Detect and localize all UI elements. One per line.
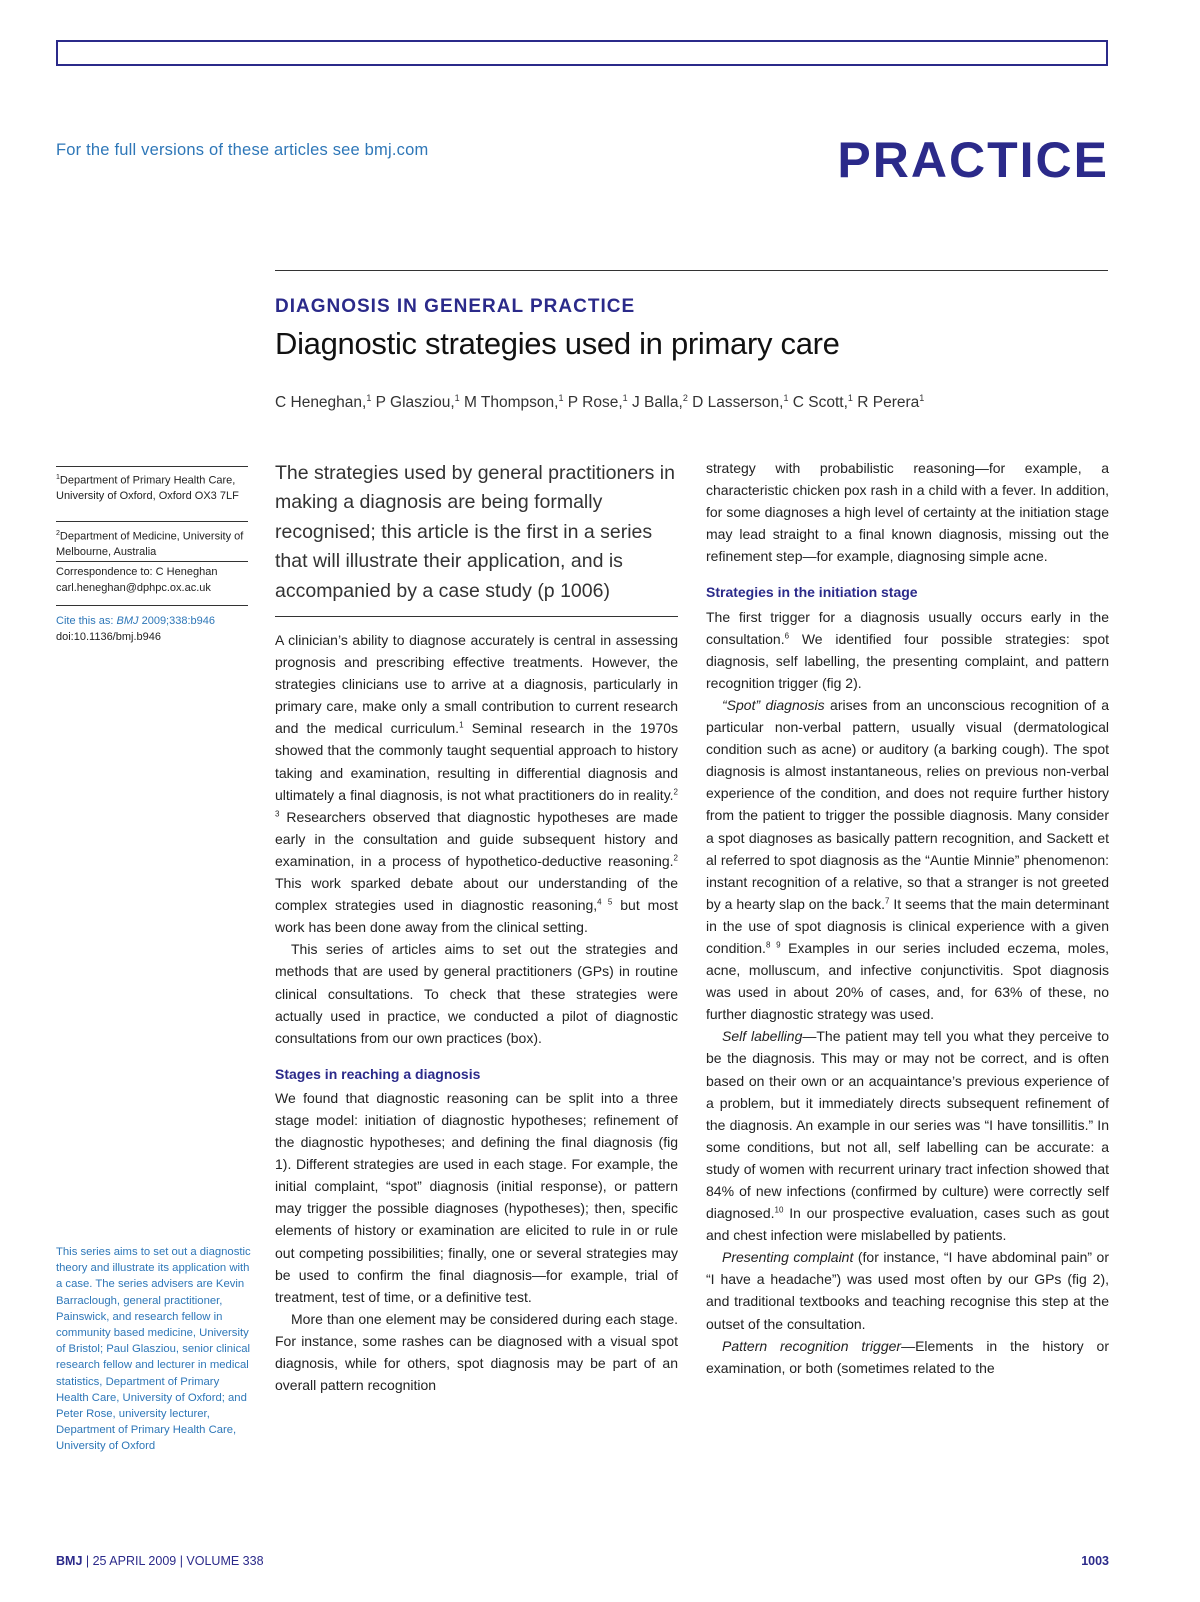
text-run: Examples in our series included eczema, moles, acne, molluscum, and infective conjunctivitis. Spot diagnosis was used in about 20% of cases, and, for 63% of these, no further diagnostic strategy was used. xyxy=(706,939,1110,1023)
affiliation-mark: 1 xyxy=(919,393,925,403)
run-in-heading: “Spot” diagnosis xyxy=(722,696,825,713)
author: P Rose, xyxy=(563,394,623,412)
paragraph: We found that diagnostic reasoning can be split into a three stage model: initiation of diagnostic hypotheses; refinement of the diagnostic hypotheses; and defining the final diagnosis (fig 1). Different strategies are used in each stage. For example, the initial complaint, “spot” diagnosis (initial response), or pattern may trigger the possible diagnoses (hypotheses); then, specific elements of history or examination are elicited to rule in or rule out competing possibilities; finally, one or several strategies may be used to confirm the final diagnosis—for example, trial of treatment, test of time, or a definitive test. xyxy=(275,1089,678,1305)
affiliation-mark: 1 xyxy=(454,393,460,403)
affiliation-mark: 1 xyxy=(366,393,372,403)
cite-line xyxy=(56,614,248,630)
section-title: PRACTICE xyxy=(837,132,1109,188)
affiliation-num: 1 xyxy=(56,474,60,481)
text-run: but most work has been done away from the clinical setting. xyxy=(275,897,678,936)
text-run: A clinician’s ability to diagnose accurately is central in assessing prognosis and prescribing effective treatments. However, the strategies clinicians use to arrive at a diagnosis, particularly in primary care, make only a small contribution to current research and the medical curriculum. xyxy=(275,632,678,737)
run-in-heading: Self labelling xyxy=(722,1028,803,1045)
article-title: Diagnostic strategies used in primary care xyxy=(275,326,840,361)
body-column-1 xyxy=(275,629,678,1396)
affiliation-mark: 1 xyxy=(847,393,853,403)
run-in-heading: Presenting complaint xyxy=(722,1249,854,1266)
text-run: —Elements in the history or examination, or both (sometimes related to the xyxy=(706,1337,1109,1376)
paragraph: More than one element may be considered during each stage. For instance, some rashes can be diagnosed with a visual spot diagnosis, while for others, spot diagnosis may be part of an overall pattern recognition xyxy=(275,1310,678,1394)
affiliation-num: 2 xyxy=(56,530,60,537)
text-run: —The patient may tell you what they perceive to be the diagnosis. This may or may not be correct, and is often based on their own or an acquaintance’s previous experience of a problem, but it immediately directs subsequent refinement of the diagnosis. An example in our series was “I have tonsillitis.” In some conditions, but not all, self labelling can be accurate: a study of women with recurrent urinary tract infection showed that 84% of new infections (confirmed by culture) were correctly self diagnosed. xyxy=(706,1028,1109,1222)
affiliation-text: Department of Medicine, University of Melbourne, Australia xyxy=(56,530,244,559)
run-in-heading: Pattern recognition trigger xyxy=(722,1337,902,1354)
cite-label: Cite this as: xyxy=(56,615,117,627)
sidebar-rule xyxy=(56,561,248,562)
author: R Perera xyxy=(852,394,920,412)
sidebar-rule xyxy=(56,466,248,467)
subheading: Strategies in the initiation stage xyxy=(706,584,918,601)
doi[interactable]: doi:10.1136/bmj.b946 xyxy=(56,630,161,643)
correspondence-email[interactable]: carl.heneghan@dphpc.ox.ac.uk xyxy=(56,581,211,594)
paragraph: This series of articles aims to set out the strategies and methods that are used by general practitioners (GPs) in routine clinical consultations. To check that these strategies were actually used in practice, we conducted a pilot of diagnostic consultations from our own practices (box). xyxy=(275,941,678,1046)
citation-ref: 2 3 xyxy=(275,787,678,819)
page-number: 1003 xyxy=(1081,1554,1109,1568)
citation-ref: 10 xyxy=(774,1205,784,1215)
cite-journal: BMJ xyxy=(116,615,139,627)
footer-issue-text: | 25 APRIL 2009 | VOLUME 338 xyxy=(82,1554,264,1568)
affiliation-mark: 2 xyxy=(682,393,688,403)
affiliation-text: Department of Primary Health Care, University of Oxford, Oxford OX3 7LF xyxy=(56,474,239,503)
affiliation-mark: 1 xyxy=(558,393,564,403)
text-run: It seems that the main determinant in the use of spot diagnosis is clinical experience with a given condition. xyxy=(706,895,1109,956)
text-run: In our prospective evaluation, cases such as gout and chest infection were mislabelled by patients. xyxy=(706,1205,1109,1244)
header-rule xyxy=(275,270,1108,271)
correspondence xyxy=(56,565,248,596)
citation-ref: 4 5 xyxy=(597,897,613,907)
affiliation-mark: 1 xyxy=(783,393,789,403)
series-note: This series aims to set out a diagnostic theory and illustrate its application with a case. The series advisers are Kevin Barraclough, general practitioner, Painswick, and research fellow in community based medicine, University of Bristol; Paul Glasziou, senior clinical research fellow and lecturer in medical statistics, Department of Primary Health Care, University of Oxford; and Peter Rose, university lecturer, Department of Primary Health Care, University of Oxford xyxy=(56,1246,251,1453)
footer-journal: BMJ xyxy=(56,1554,83,1568)
text-run: (for instance, “I have abdominal pain” or “I have a headache”) was used most often by our GPs (fig 2), and traditional textbooks and teaching recognise this step at the outset of the consultation. xyxy=(706,1249,1109,1332)
text-run: Seminal research in the 1970s showed that the commonly taught sequential approach to history taking and examination, resulting in differential diagnosis and ultimately a final diagnosis, is not what practitioners do in reality. xyxy=(275,720,679,803)
body-column-2 xyxy=(706,457,1109,1379)
correspondence-label: Correspondence to: C Heneghan xyxy=(56,566,218,578)
author-list xyxy=(275,393,924,412)
citation-ref: 2 xyxy=(673,853,678,863)
citation-ref: 6 xyxy=(784,631,790,640)
sidebar-rule xyxy=(56,521,248,522)
citation xyxy=(56,614,248,645)
standfirst: The strategies used by general practitioners in making a diagnosis are being formally recognised; this article is the first in a series that will illustrate their application, and is accompanied by a case study (p 1006) xyxy=(275,462,675,602)
sidebar-rule xyxy=(56,605,248,606)
author: P Glasziou, xyxy=(371,394,455,412)
paragraph xyxy=(706,606,1109,694)
citation-ref: 1 xyxy=(459,720,464,730)
subheading: Stages in reaching a diagnosis xyxy=(275,1065,481,1082)
author: C Scott, xyxy=(788,394,848,412)
full-versions-link[interactable]: For the full versions of these articles see bmj.com xyxy=(56,141,429,159)
author: J Balla, xyxy=(627,394,683,412)
author: D Lasserson, xyxy=(687,394,784,412)
cite-ref: 2009;338:b946 xyxy=(138,615,215,627)
text-run: We identified four possible strategies: spot diagnosis, self labelling, the presenting complaint, and pattern recognition trigger (fig 2). xyxy=(706,630,1109,691)
citation-ref: 7 xyxy=(885,896,890,906)
author: M Thompson, xyxy=(459,394,559,412)
paragraph xyxy=(706,1025,1109,1246)
paragraph xyxy=(706,694,1109,1025)
text-run: The first trigger for a diagnosis usually occurs early in the consultation. xyxy=(706,608,1109,647)
affiliation-1 xyxy=(56,470,248,505)
top-frame xyxy=(56,40,1108,66)
affiliation-2 xyxy=(56,526,248,561)
footer-issue xyxy=(56,1554,264,1568)
article-kicker: DIAGNOSIS IN GENERAL PRACTICE xyxy=(275,296,636,317)
text-run: Researchers observed that diagnostic hypotheses are made early in the consultation and guide subsequent history and examination, in a process of hypothetico-deductive reasoning. xyxy=(275,808,678,869)
paragraph xyxy=(706,1246,1109,1334)
paragraph xyxy=(275,629,678,938)
text-run: arises from an unconscious recognition of a particular non-verbal pattern, usually visual (dermatological condition such as acne) or auditory (a barking cough). The spot diagnosis is almost instantaneous, relies on previous non-verbal experience of the condition, and does not require further history from the patient to trigger the possible diagnosis. Many consider a spot diagnoses as basically pattern recognition, and Sackett et al referred to spot diagnosis as the “Auntie Minnie” phenomenon: instant recognition of a relative, so that a stranger is not greeted by a hearty slap on the back. xyxy=(706,696,1109,912)
author: C Heneghan, xyxy=(275,394,367,412)
paragraph: strategy with probabilistic reasoning—for example, a characteristic chicken pox rash in a child with a fever. In addition, for some diagnoses a high level of certainty at the initiation stage may lead straight to a final known diagnosis, missing out the refinement step—for example, diagnosing simple acne. xyxy=(706,460,1109,565)
text-run: This work sparked debate about our understanding of the complex strategies used in diagnostic reasoning, xyxy=(275,875,678,914)
affiliation-mark: 1 xyxy=(622,393,628,403)
paragraph xyxy=(706,1335,1109,1379)
standfirst-rule xyxy=(275,616,678,617)
citation-ref: 8 9 xyxy=(765,940,781,950)
